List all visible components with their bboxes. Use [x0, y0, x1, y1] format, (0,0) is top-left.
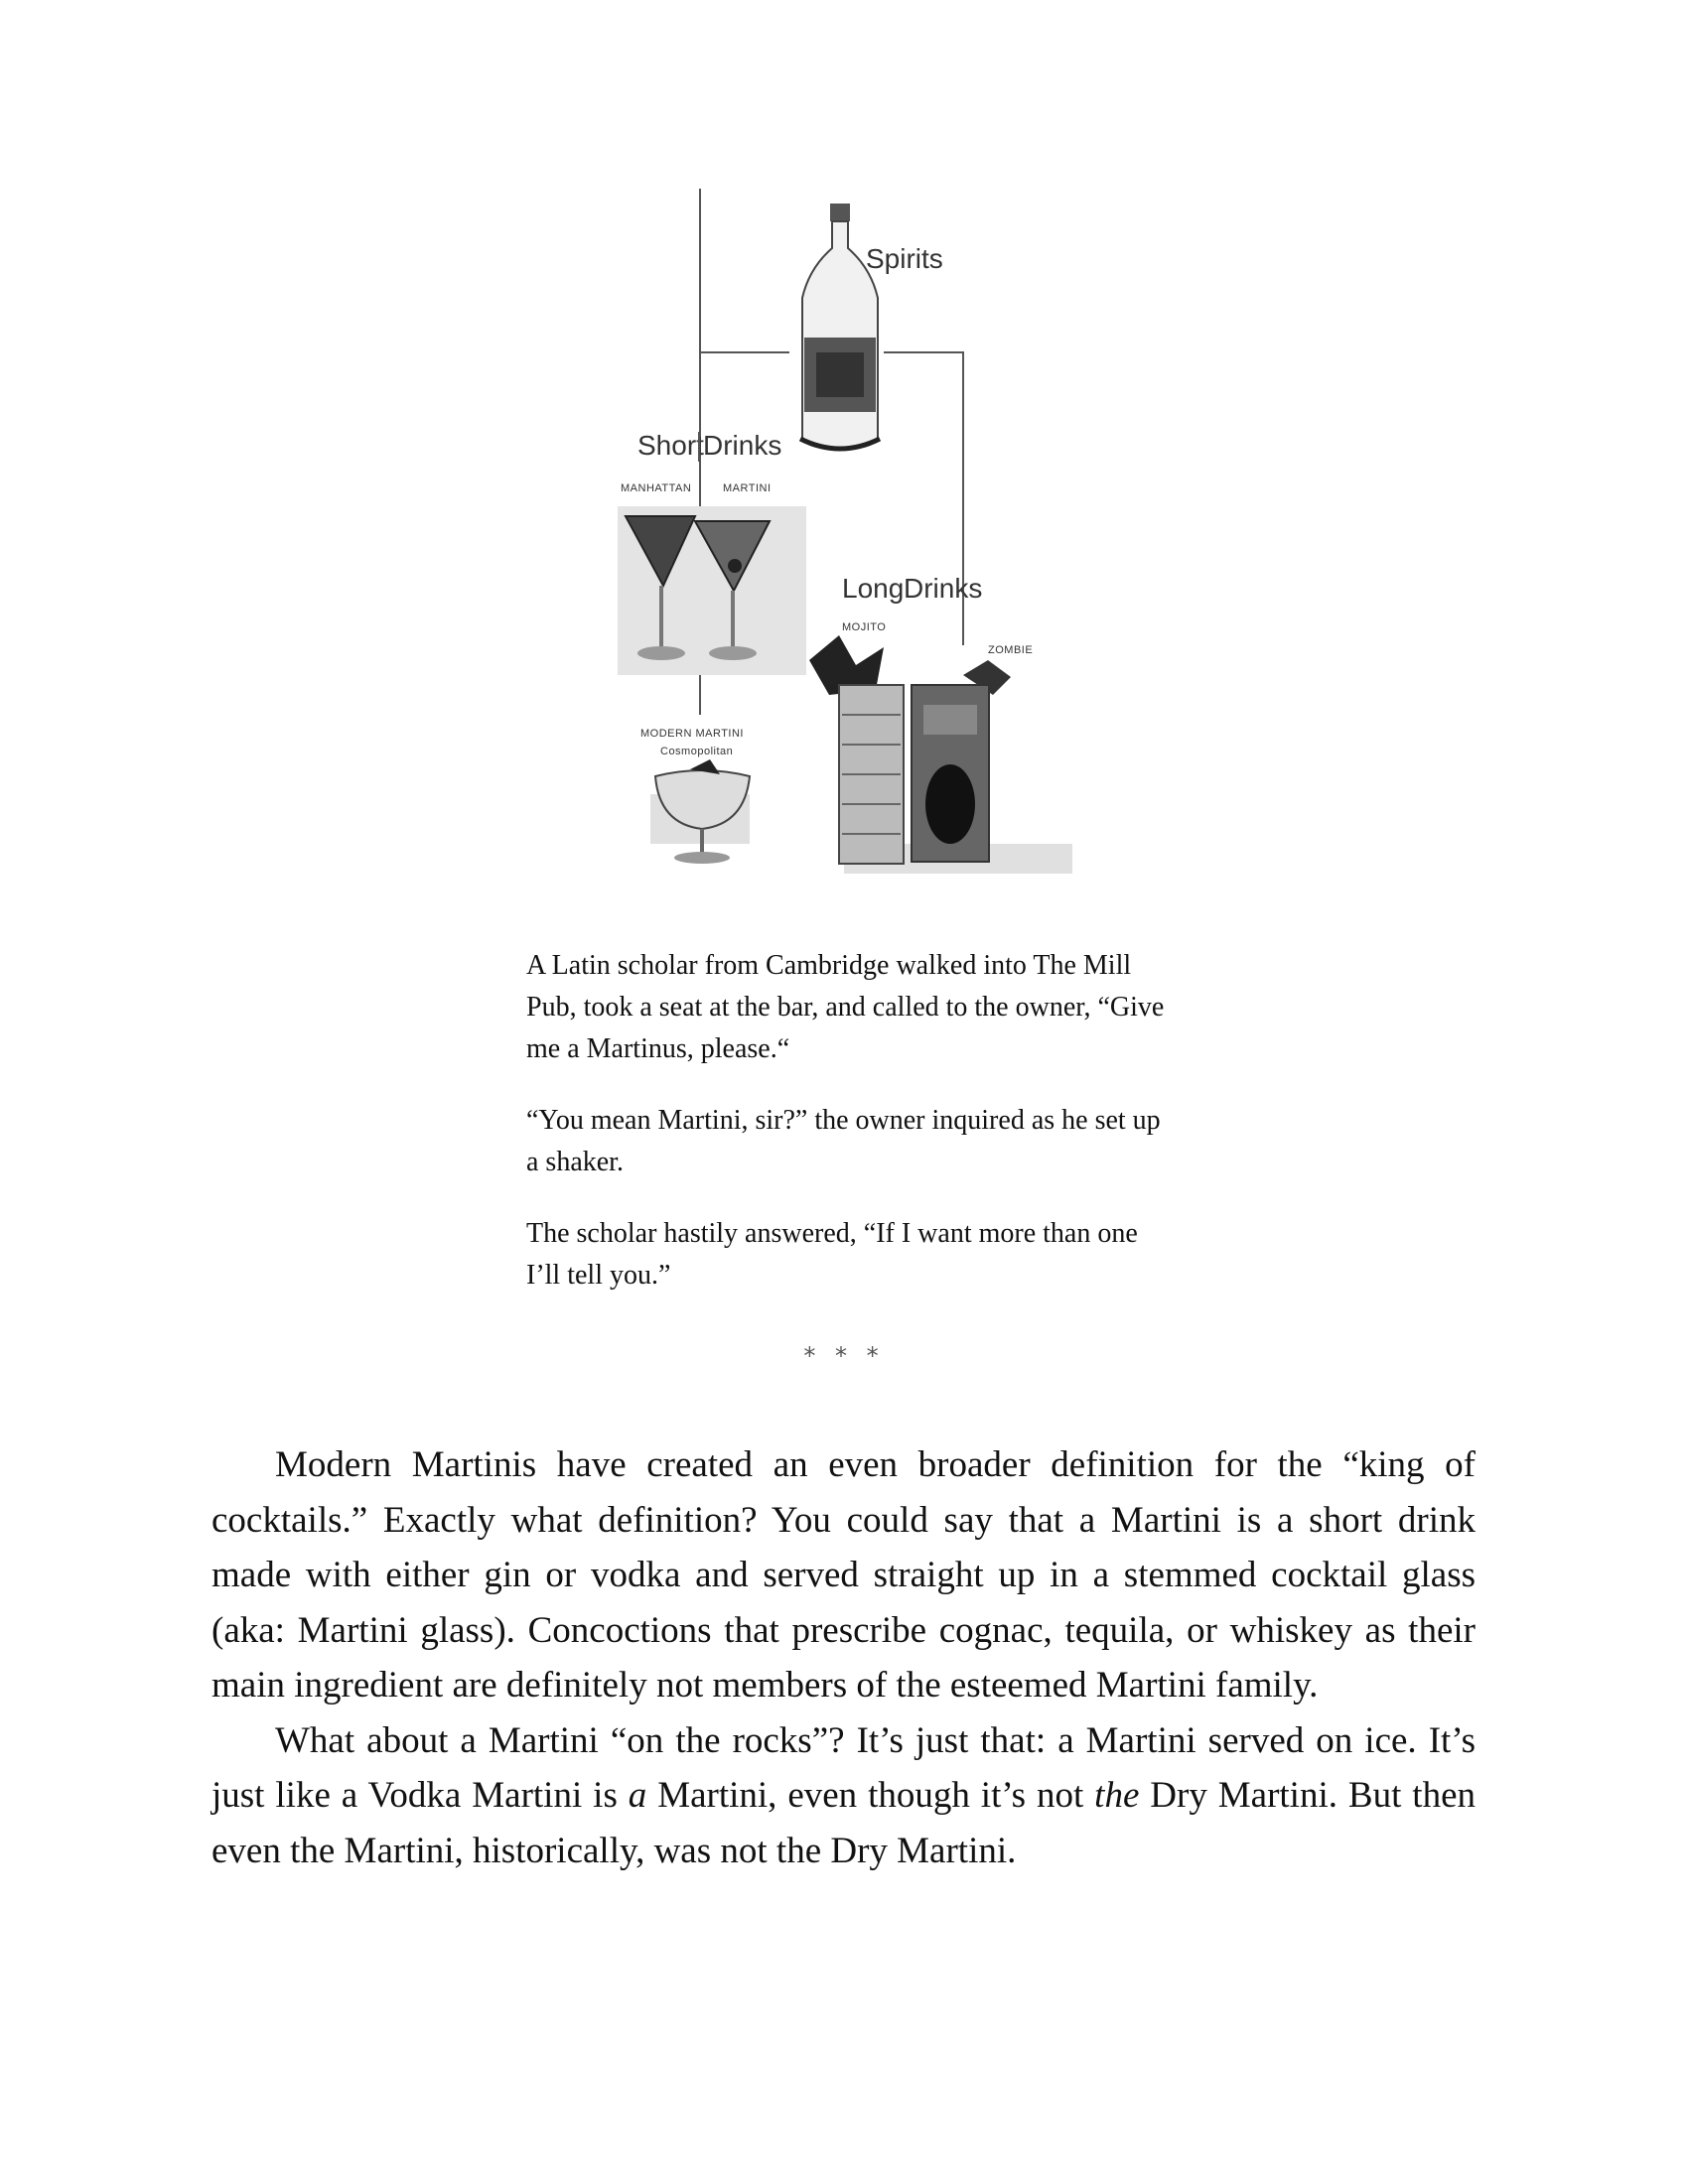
label-manhattan: MANHATTAN: [621, 482, 692, 494]
label-cosmopolitan: Cosmopolitan: [660, 746, 734, 757]
short-drinks-glasses-icon: [618, 506, 806, 675]
short-drinks-label-2: Drinks: [703, 430, 782, 461]
anecdote-text: [526, 945, 1172, 1326]
body-p2-emphasis-the: the: [1094, 1775, 1140, 1816]
anecdote-paragraph-3: The scholar hastily answered, “If I want more than one I’ll tell you.”: [526, 1218, 1138, 1291]
spirits-bottle-icon: [800, 204, 880, 449]
cosmopolitan-glass-icon: [650, 759, 750, 864]
anecdote-paragraph-1: A Latin scholar from Cambridge walked into The Mill Pub, took a seat at the bar, and called to the owner, “Give me a Martinus, please.“: [526, 950, 1165, 1064]
body-text: [211, 1437, 1476, 1878]
label-modern-martini: MODERN MARTINI: [640, 728, 744, 740]
cocktail-family-illustration: [596, 189, 1112, 903]
body-p2-part-b: Martini, even though it’s not: [646, 1775, 1095, 1816]
section-separator: * * *: [803, 1342, 885, 1370]
body-paragraph-1: Modern Martinis have created an even broader definition for the “king of cocktails.” Exactly what definition? You could say that a Martini is a short drink made with either gin or vodka and served straight up in a stemmed cocktail glass (aka: Martini glass). Concoctions that prescribe cognac, tequila, or whiskey as their main ingredient are definitely not members of the esteemed Martini family.: [211, 1444, 1476, 1706]
long-drinks-label-1: Long: [842, 573, 905, 604]
body-p2-emphasis-a: a: [628, 1775, 647, 1816]
body-p2-part-a: What about a Martini “on the rocks”? It’s just that: a Martini served on ice. It’s just like a Vodka Martini is: [211, 1719, 1476, 1816]
cocktail-tree-svg: [596, 189, 1112, 903]
label-mojito: MOJITO: [842, 621, 887, 633]
anecdote-paragraph-2: “You mean Martini, sir?” the owner inquired as he set up a shaker.: [526, 1105, 1161, 1177]
short-drinks-label-1: Short: [637, 430, 704, 461]
long-drinks-label-2: Drinks: [904, 573, 983, 604]
label-zombie: ZOMBIE: [988, 644, 1034, 656]
label-martini: MARTINI: [723, 482, 772, 494]
long-drinks-glasses-icon: [809, 635, 1072, 874]
body-paragraph-2: [211, 1713, 1476, 1879]
spirits-label: Spirits: [866, 243, 943, 274]
body-p2-part-c: Dry Martini. But then even the Martini, historically, was not the Dry Martini.: [211, 1775, 1476, 1871]
